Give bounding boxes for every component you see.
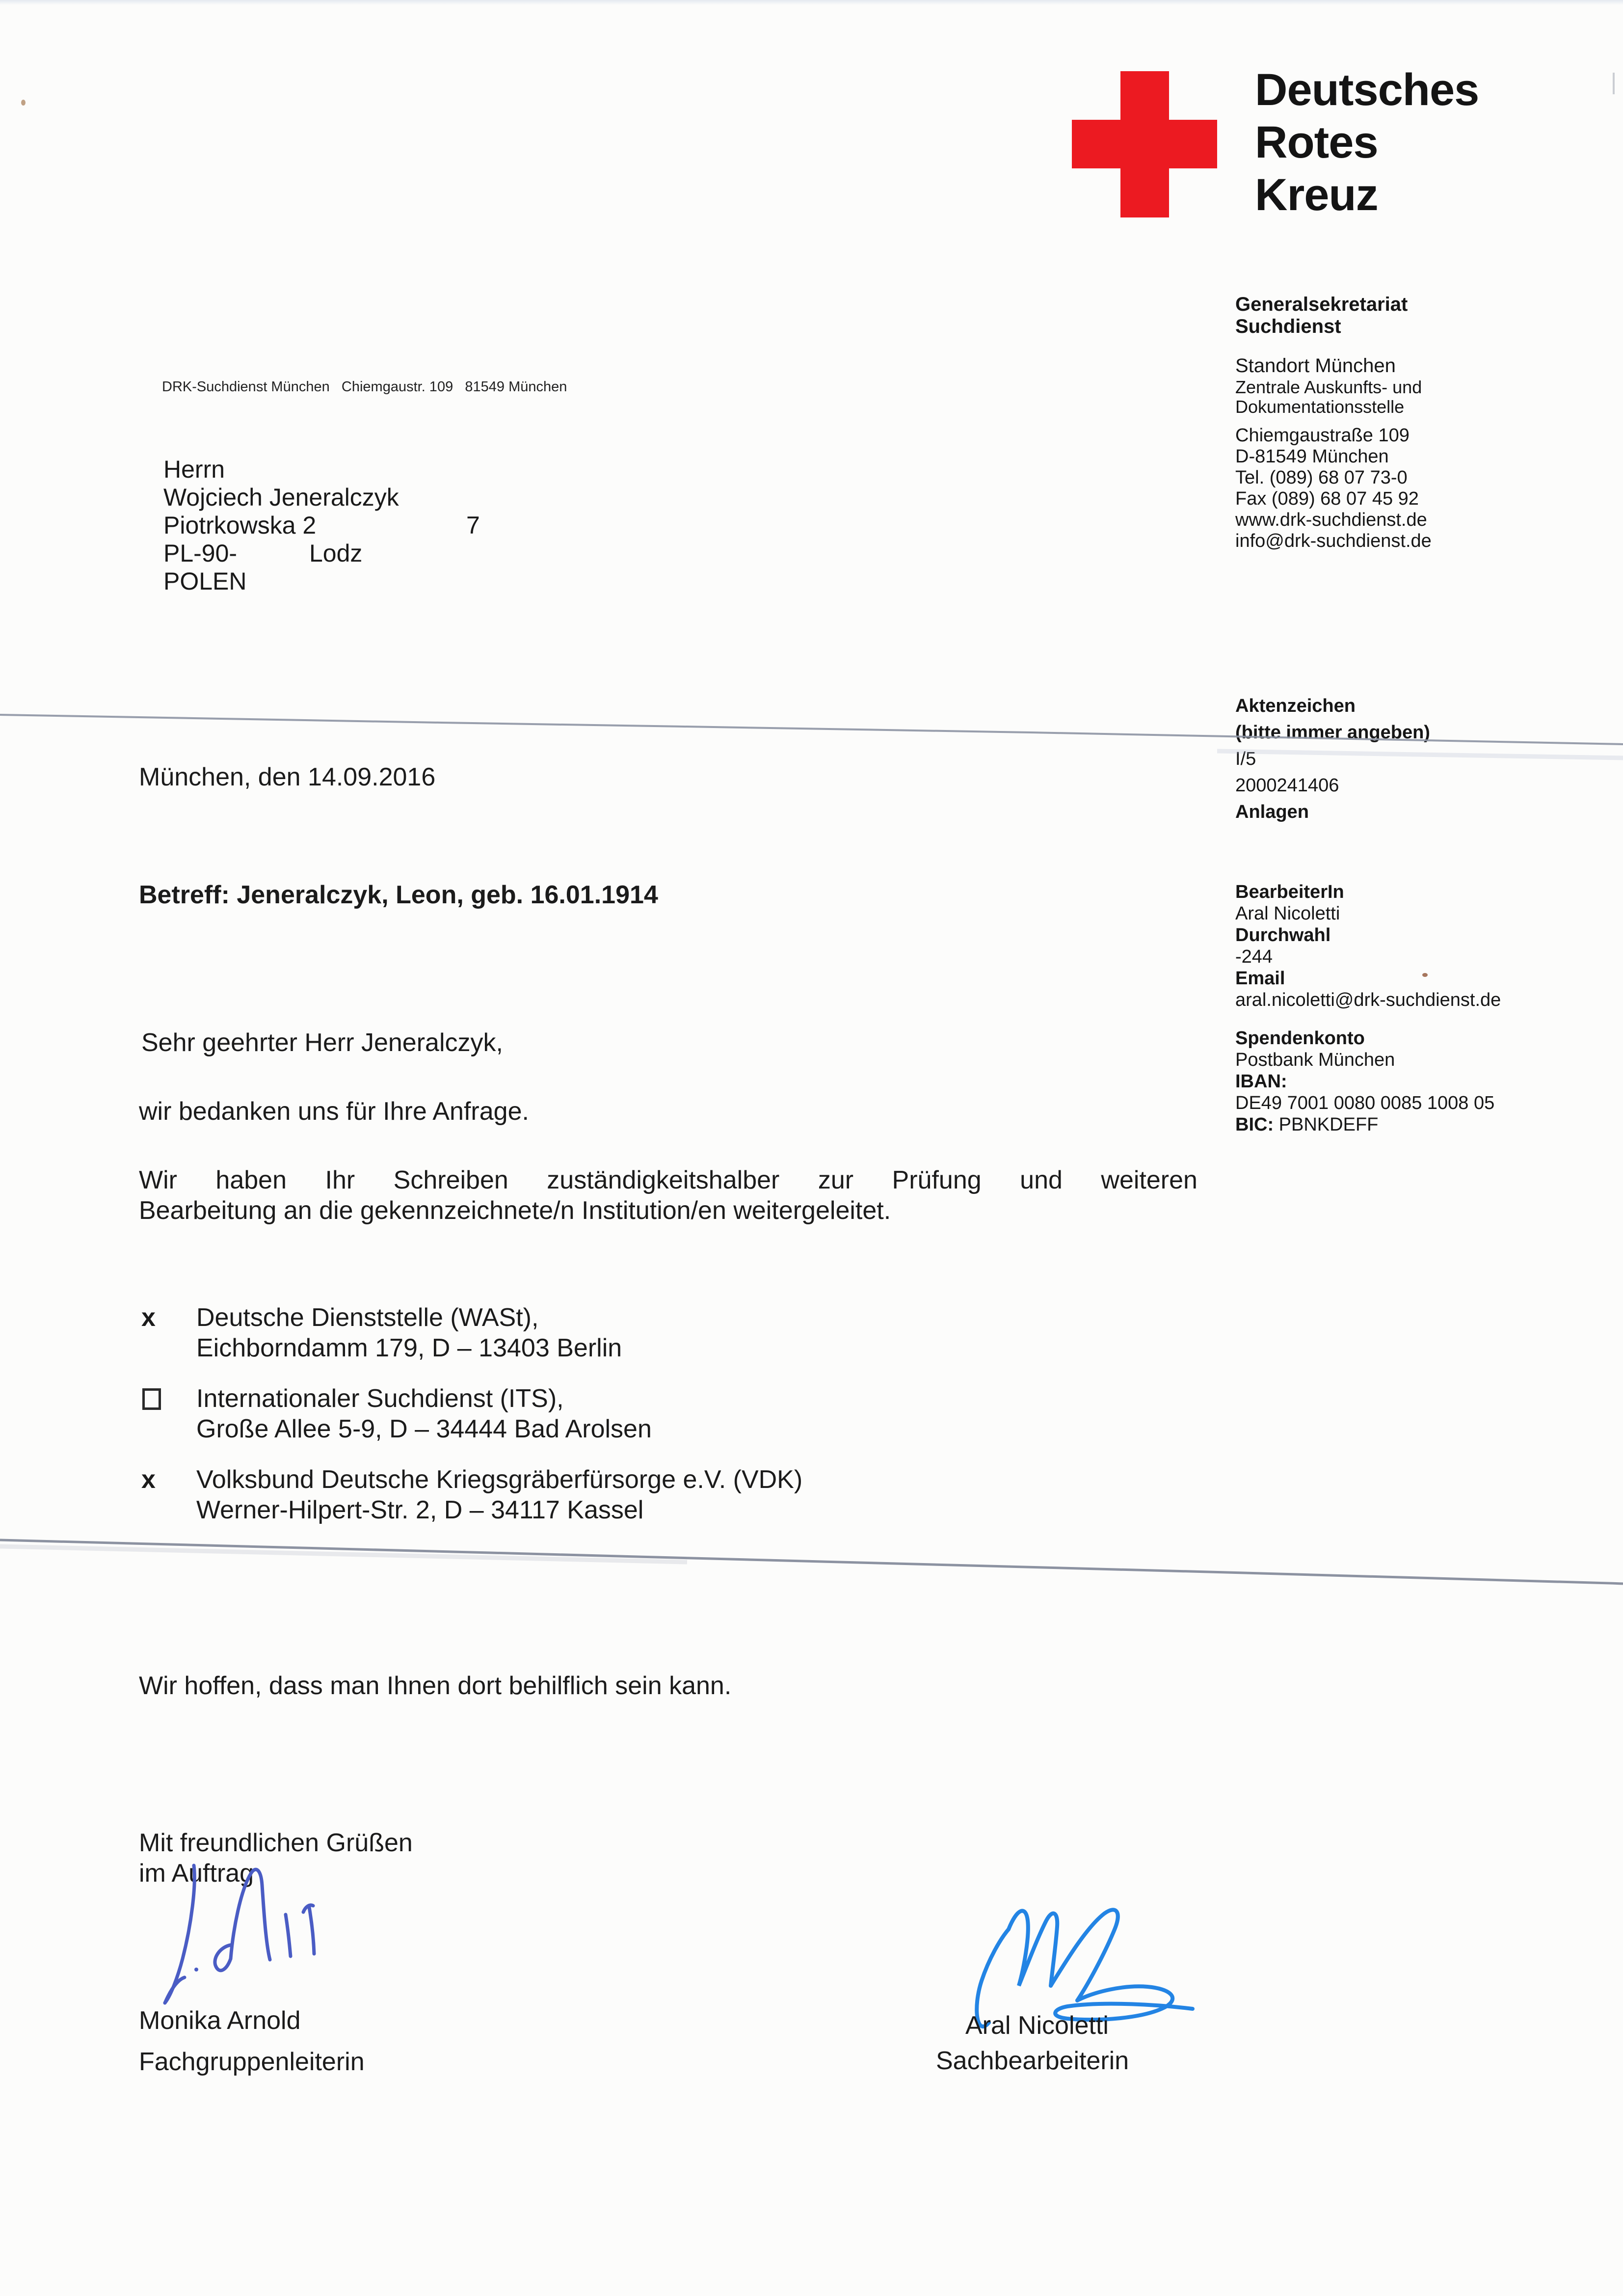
recipient-city: Lodz xyxy=(309,540,363,567)
institution-name: Internationaler Suchdienst (ITS), xyxy=(196,1384,564,1413)
bic-line xyxy=(1235,1114,1598,1135)
institution-address: Große Allee 5-9, D – 34444 Bad Arolsen xyxy=(196,1415,652,1443)
sidebar-dept-line: Suchdienst xyxy=(1235,316,1341,337)
sidebar-website: www.drk-suchdienst.de xyxy=(1235,510,1427,530)
logo-word-line: Deutsches xyxy=(1255,65,1479,115)
sidebar-clerk xyxy=(1235,881,1598,1011)
closing-line: Wir hoffen, dass man Ihnen dort behilflich sein kann. xyxy=(139,1672,732,1700)
institution-item-its xyxy=(141,1383,652,1444)
recipient-street: Piotrkowska 2 xyxy=(163,512,317,539)
institution-address: Eichborndamm 179, D – 13403 Berlin xyxy=(196,1334,622,1362)
donation-bank: Postbank München xyxy=(1235,1050,1395,1070)
sidebar-location xyxy=(1235,354,1598,417)
paragraph-forwarded-line1: Wir haben Ihr Schreiben zuständigkeitshalber zur Prüfung und weiteren xyxy=(139,1166,1197,1194)
clerk-label: BearbeiterIn xyxy=(1235,882,1344,902)
sidebar-file-reference xyxy=(1235,693,1598,825)
paragraph-forwarded-line2: Bearbeitung an die gekennzeichnete/n Institution/en weitergeleitet. xyxy=(139,1196,891,1225)
salutation: Sehr geehrter Herr Jeneralczyk, xyxy=(141,1028,503,1057)
sidebar-location-sub: Dokumentationsstelle xyxy=(1235,397,1405,417)
closing-regards xyxy=(139,1828,413,1889)
signer-right-name: Aral Nicoletti xyxy=(965,2011,1109,2040)
email-label: Email xyxy=(1235,968,1285,989)
iban-value: DE49 7001 0080 0085 1008 05 xyxy=(1235,1093,1495,1113)
sidebar-city: D-81549 München xyxy=(1235,446,1389,467)
sidebar-fax: Fax (089) 68 07 45 92 xyxy=(1235,488,1419,509)
paragraph-thanks: wir bedanken uns für Ihre Anfrage. xyxy=(139,1097,529,1126)
sidebar-email: info@drk-suchdienst.de xyxy=(1235,531,1432,551)
per-pro-line: im Auftrag xyxy=(139,1859,254,1888)
sidebar-donation-account xyxy=(1235,1027,1598,1135)
recipient-street-extra: 7 xyxy=(466,512,480,539)
signer-left-title: Fachgruppenleiterin xyxy=(139,2048,365,2076)
recipient-name: Wojciech Jeneralczyk xyxy=(163,484,399,511)
checkbox-unchecked xyxy=(142,1388,161,1410)
institution-address: Werner-Hilpert-Str. 2, D – 34117 Kassel xyxy=(196,1496,644,1524)
sidebar-street: Chiemgaustraße 109 xyxy=(1235,425,1410,446)
institution-item-vdk xyxy=(141,1464,802,1525)
logo-word-line: Rotes xyxy=(1255,117,1378,167)
attachments-label: Anlagen xyxy=(1235,802,1309,822)
logo-wordmark xyxy=(1255,64,1479,221)
sidebar-phone: Tel. (089) 68 07 73-0 xyxy=(1235,467,1408,488)
clerk-name: Aral Nicoletti xyxy=(1235,903,1340,924)
sidebar-location-title: Standort München xyxy=(1235,355,1396,377)
paper-speck xyxy=(1422,973,1428,977)
bic-label: BIC: xyxy=(1235,1114,1274,1135)
recipient-city-line xyxy=(163,540,399,567)
signer-left-name: Monika Arnold xyxy=(139,2006,301,2035)
date-line: München, den 14.09.2016 xyxy=(139,763,436,791)
dial-label: Durchwahl xyxy=(1235,925,1331,945)
recipient-country: POLEN xyxy=(163,567,247,595)
dial-value: -244 xyxy=(1235,946,1273,967)
recipient-address xyxy=(163,456,480,595)
scan-edge-artifact xyxy=(0,0,1623,5)
bic-value: PBNKDEFF xyxy=(1278,1114,1379,1135)
file-ref-note: (bitte immer angeben) xyxy=(1235,722,1430,743)
file-ref-label: Aktenzeichen xyxy=(1235,696,1356,716)
clerk-email: aral.nicoletti@drk-suchdienst.de xyxy=(1235,990,1501,1010)
institution-name: Deutsche Dienststelle (WASt), xyxy=(196,1303,539,1332)
sender-return-address: DRK-Suchdienst München Chiemgaustr. 109 81549 München xyxy=(162,379,567,395)
iban-label: IBAN: xyxy=(1235,1071,1287,1092)
signer-right-title: Sachbearbeiterin xyxy=(936,2047,1129,2075)
paragraph-forwarded xyxy=(139,1165,1197,1226)
sidebar-dept-line: Generalsekretariat xyxy=(1235,294,1408,315)
donation-label: Spendenkonto xyxy=(1235,1028,1365,1049)
sidebar-contact xyxy=(1235,425,1598,552)
institution-item-wast xyxy=(141,1302,622,1363)
recipient-postal: PL-90- xyxy=(163,540,238,567)
sidebar-location-sub: Zentrale Auskunfts- und xyxy=(1235,377,1422,397)
recipient-salutation: Herrn xyxy=(163,456,225,483)
file-ref-number: 2000241406 xyxy=(1235,775,1339,796)
paper-speck xyxy=(21,100,26,106)
file-ref-value: I/5 xyxy=(1235,749,1256,769)
red-cross-icon xyxy=(1072,120,1217,168)
checkbox-checked-mark: x xyxy=(141,1465,156,1494)
checkbox-checked-mark: x xyxy=(141,1303,156,1332)
regards-line: Mit freundlichen Grüßen xyxy=(139,1829,413,1857)
institution-name: Volksbund Deutsche Kriegsgräberfürsorge e.V. (VDK) xyxy=(196,1465,803,1494)
scan-edge-mark xyxy=(1613,73,1615,94)
subject-line: Betreff: Jeneralczyk, Leon, geb. 16.01.1914 xyxy=(139,881,658,909)
logo-word-line: Kreuz xyxy=(1255,170,1378,220)
sidebar-department xyxy=(1235,294,1598,338)
recipient-street-line xyxy=(163,512,480,540)
